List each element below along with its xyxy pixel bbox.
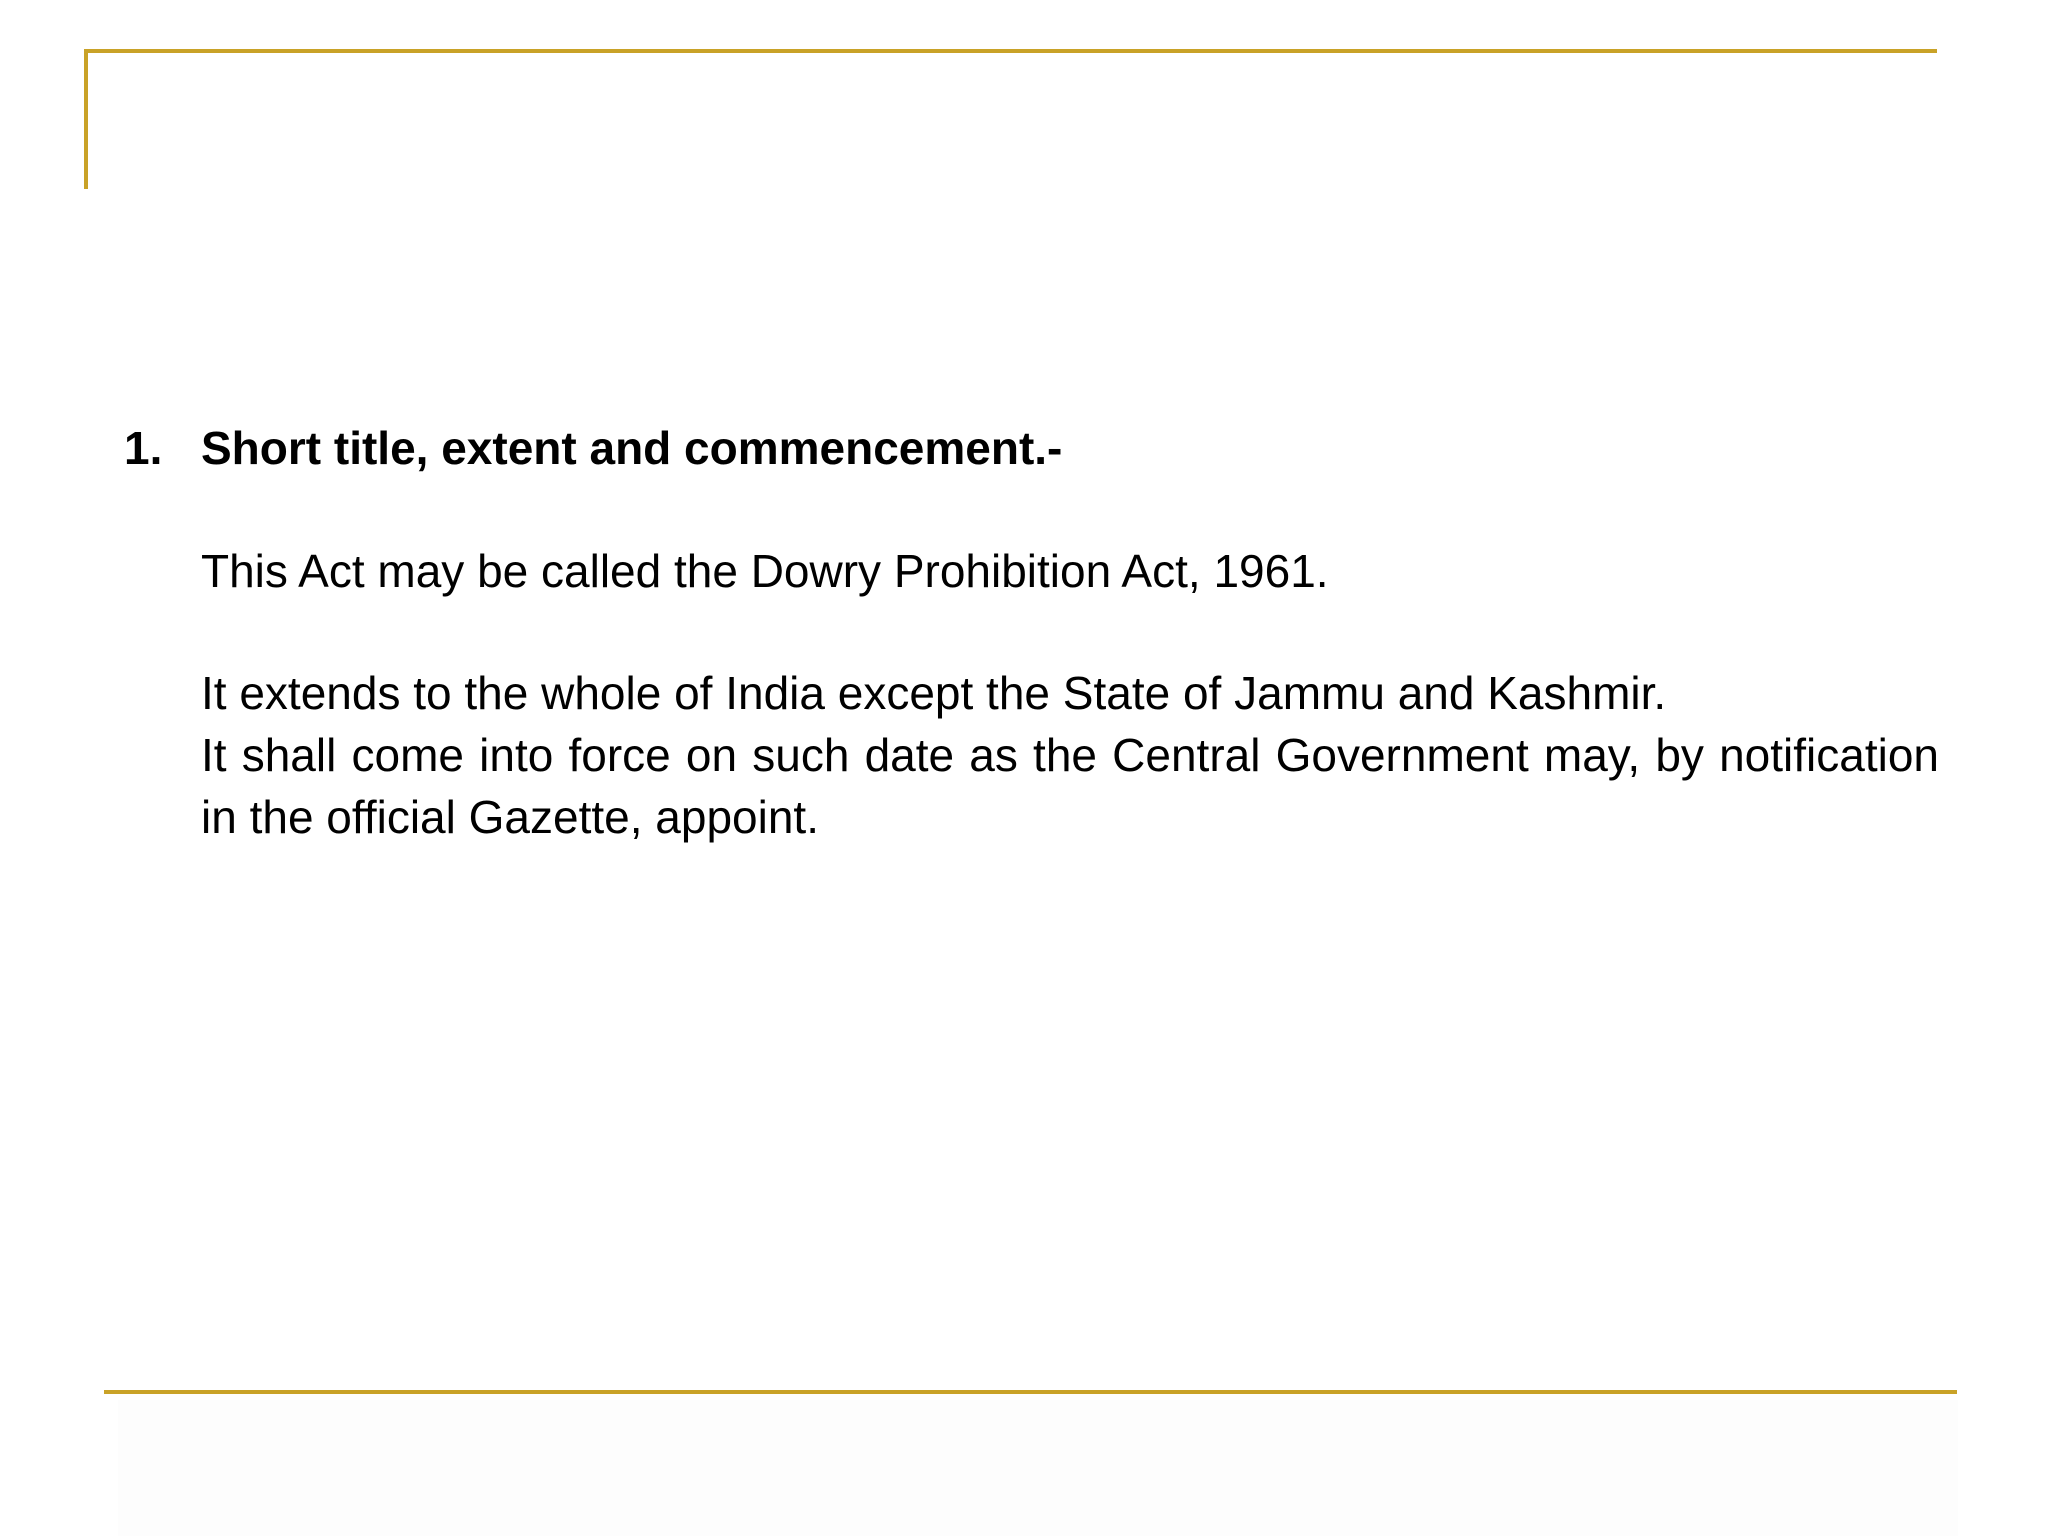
slide-content bbox=[124, 418, 1939, 848]
section-title: Short title, extent and commencement.- bbox=[201, 422, 1063, 474]
paragraph-short-title: This Act may be called the Dowry Prohibition Act, 1961. bbox=[201, 545, 1329, 597]
frame-top-rule bbox=[84, 49, 1937, 53]
section-heading bbox=[124, 418, 1939, 478]
paragraph-commencement: It shall come into force on such date as the Central Government may, by notification in the official Gazette, appoint. bbox=[201, 729, 1939, 843]
paragraph-extent: It extends to the whole of India except the State of Jammu and Kashmir. bbox=[201, 667, 1667, 719]
section-body bbox=[201, 540, 1939, 848]
footer-band bbox=[118, 1400, 1958, 1536]
frame-left-rule bbox=[84, 49, 88, 189]
section-number: 1. bbox=[124, 422, 163, 474]
frame-bottom-rule bbox=[104, 1390, 1957, 1394]
